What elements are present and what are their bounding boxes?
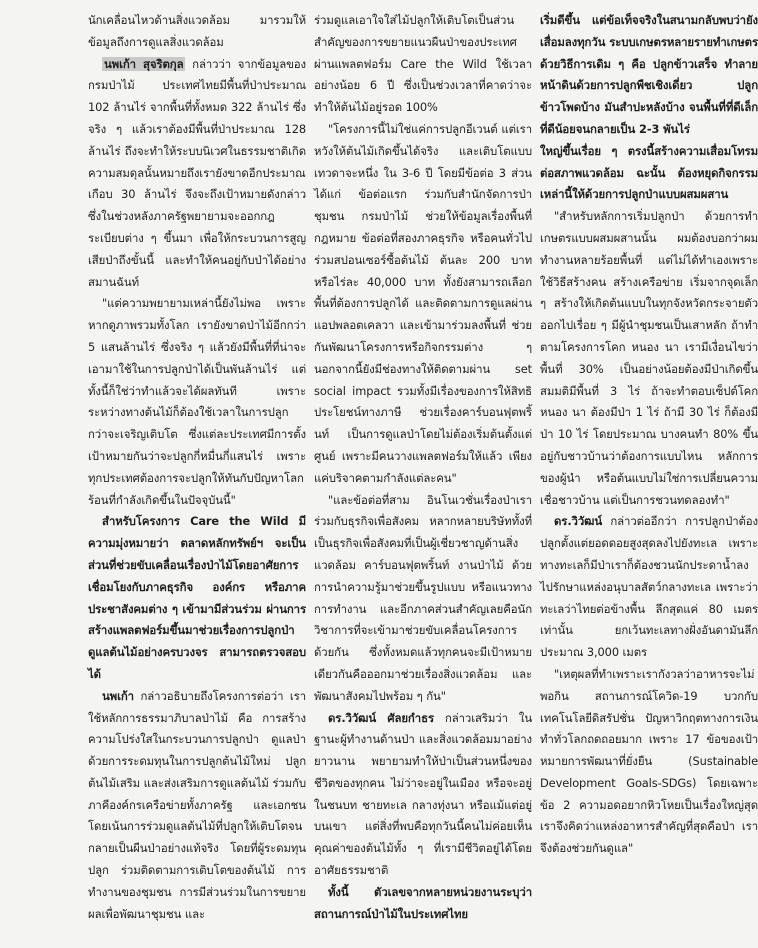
paragraph: [88, 54, 306, 294]
paragraph: "แต่ความพยายามเหล่านี้ยังไม่พอ เพราะหากดูภาพรวมทั้งโลก เรายังขาดป่าไม้อีกกว่า 5 แสนล้านไร่ ซึ่งจริง ๆ แล้วยังมีพื้นที่ที่น่าจะเอามาใช้ในการปลูกป่าได้เป็นพันล้านไร่ แต่ทั้งนี้ก็ใช่ว่าทำแล้วจะได้ผลทันที เพราะระหว่างทางต้นไม้ก็ต้องใช้เวลาในการปลูกกว่าจะเจริญเติบโต ซึ่งแต่ละประเทศมีการตั้งเป้าหมายกันว่าจะปลูกกี่หมื่นกี่แสนไร่ เพราะทุกประเทศต้องการจะปลูกให้ทันกับปัญหาโลกร้อนที่กำลังเกิดขึ้นในปัจจุบันนี้": [88, 296, 306, 507]
highlight-paragraph: ใหญ่ขึ้นเรื่อย ๆ ตรงนี้สร้างความเสื่อมโทรมต่อสภาพแวดล้อม ฉะนั้น ต้องหยุดกิจกรรมเหล่านี้ให้ด้วยการปลูกป่าแบบผสมผสาน: [540, 143, 758, 202]
speaker-name: ดร.วิวัฒน์: [554, 514, 603, 529]
paragraph-body: กล่าวเสริมว่า ในฐานะผู้ทำงานด้านป่า และสิ่งแวดล้อมมาอย่างยาวนาน พยายามทำให้ป่าเป็นส่วนหนึ่งของชีวิตของทุกคน ไม่ว่าจะอยู่ในเมือง หรือจะอยู่ในชนบท ชายทะเล กลางทุ่งนา หรือแม้แต่อยู่บนเขา แต่สิ่งที่พบคือทุกวันนี้คนไม่ค่อยเห็นคุณค่าของต้นไม้ทั้ง ๆ ที่เรามีชีวิตอยู่ได้โดยอาศัยธรรมชาติ: [314, 710, 533, 878]
paragraph-body: กล่าวอธิบายถึงโครงการต่อว่า เราใช้หลักการธรรมาภิบาลป่าไม้ คือ การสร้างความโปร่งใสในกระบวนการปลูกป่า ดูแลป่า ด้วยการระดมทุนในการปลูกต้นไม้ใหม่ ปลูกต้นไม้เสริม และส่งเสริมการดูแลต้นไม้ ร่วมกับภาคีองค์กรเครือข่ายทั้งภาครัฐ และเอกชน โดยเน้นการร่วมดูแลต้นไม้ที่ปลูกให้เติบโตจนกลายเป็นผืนป่าอย่างแท้จริง โดยที่ผู้ระดมทุนปลูก ร่วมติดตามการเติบโตของต้นไม้ การทำงานของชุมชน การมีส่วนร่วมในการขยายผลเพื่อพัฒนาชุมชน และ: [88, 688, 306, 921]
paragraph: "และข้อต่อที่สาม อินโนเวชั่นเรื่องป่าเราร่วมกับธุรกิจเพื่อสังคม หลากหลายบริษัททั้งที่เป็นธุรกิจเพื่อสังคมที่เป็นผู้เชี่ยวชาญด้านสิ่งแวดล้อม คาร์บอนฟุตพริ้นท์ งานป่าไม้ ด้วยการนำความรู้มาช่วยขึ้นรูปแบบ หรือแนวทางการทำงาน และอีกภาคส่วนสำคัญเลยคือนักวิชาการที่จะเข้ามาช่วยขับเคลื่อนโครงการด้วยกัน ซึ่งทั้งหมดแล้วทุกคนจะมีเป้าหมายเดียวกันคือออกมาช่วยเรื่องสิ่งแวดล้อม และพัฒนาสังคมไปพร้อม ๆ กัน": [314, 492, 532, 703]
highlight-paragraph: เริ่มดีขึ้น แต่ข้อเท็จจริงในสนามกลับพบว่ายังเสื่อมลงทุกวัน ระบบเกษตรหลายรายทำเกษตรด้วยวิธีการเดิม ๆ คือ ปลูกข้าวเสร็จ ทำลายหน้าดินด้วยการปลูกพืชเชิงเดี่ยว ปลูกข้าวโพดบ้าง มันสำปะหลังบ้าง จนพื้นที่ที่ดีเล็กที่ดีน้อยจนกลายเป็น 2-3 พันไร่: [540, 13, 758, 136]
paragraph: [88, 686, 306, 926]
speaker-name: นพเก้า สุจริตกุล: [104, 56, 184, 71]
paragraph-body: กล่าวว่า จากข้อมูลของกรมป่าไม้ ประเทศไทยมีพื้นที่ป่าประมาณ 102 ล้านไร่ จากพื้นที่ทั้งหมด 322 ล้านไร่ ซึ่งจริง ๆ แล้วเราต้องมีพื้นที่ป่าประมาณ 128 ล้านไร่ ถึงจะทำให้ระบบนิเวศในธรรมชาติเกิดความสมดุลนั้นหมายถึงเรายังขาดอีกประมาณเกือบ 30 ล้านไร่ จึงจะถึงเป้าหมายดังกล่าว ซึ่งในช่วงหลังภาครัฐพยายามจะออกกฎระเบียบต่าง ๆ ขึ้นมา เพื่อให้กระบวนการสูญเสียป่าถึงขั้นนี้ และทำให้คนอยู่กับป่าได้อย่างสมานฉันท์: [88, 56, 306, 289]
highlight-paragraph: ทั้งนี้ ตัวเลขจากหลายหน่วยงานระบุว่า สถานการณ์ป่าไม้ในประเทศไทย: [314, 884, 532, 921]
paragraph: "เหตุผลที่ทำเพราะเรากังวลว่าอาหารจะไม่พอกิน สถานการณ์โควิด-19 บวกกับเทคโนโลยีดิสรัปชั่น ปัญหาวิกฤตทางการเงินทำทั่วโลกถดถอยมาก เพราะ 17 ข้อของเป้าหมายการพัฒนาที่ยั่งยืน (Sustainable Development Goals-SDGs) โดยเฉพาะข้อ 2 ความอดอยากหิวโหยเป็นเรื่องใหญ่สุด เราจึงคิดว่าแหล่งอาหารสำคัญที่สุดคือป่า เราจึงต้องช่วยกันดูแล": [540, 666, 758, 856]
paragraph: "สำหรับหลักการเริ่มปลูกป่า ด้วยการทำเกษตรแบบผสมผสานนั้น ผมต้องบอกว่าผมทำงานหลายร้อยพื้นที่ แต่ไม่ได้ทำเองเพราะใช้วิธีสร้างคน สร้างเครือข่าย เริ่มจากจุดเล็ก ๆ สร้างให้เกิดต้นแบบในทุกจังหวัดกระจายตัวออกไปเรื่อย ๆ มีผู้นำชุมชนเป็นเสาหลัก ถ้าทำตามโครงการโคก หนอง นา เรามีเงื่อนไขว่า พื้นที่ 30% เป็นอย่างน้อยต้องมีป่าเกิดขึ้น สมมติมีพื้นที่ 3 ไร่ ถ้าจะทำตอบเซ็ปต์โคก หนอง นา ต้องมีป่า 1 ไร่ ถ้ามี 30 ไร่ ก็ต้องมีป่า 10 ไร่ โดยประมาณ บางคนทำ 80% ขึ้นอยู่กับชาวบ้านว่าต้องการแบบไหน หลักการของผู้นำ หรือต้นแบบไม่ใช่การเปลี่ยนความเชื่อชาวบ้าน แต่เป็นการชวนทดลองทำ": [540, 209, 758, 507]
paragraph: "โครงการนี้ไม่ใช่แค่การปลูกอีเวนต์ แต่เราหวังให้ต้นไม้เกิดขึ้นได้จริง และเติบโตแบบเทวดาจะหนึ่ง ใน 3-6 ปี โดยมีข้อต่อ 3 ส่วน ได้แก่ ข้อต่อแรก ร่วมกับสำนักจัดการป่าชุมชน กรมป่าไม้ ช่วยให้ข้อมูลเรื่องพื้นที่ กฎหมาย ข้อต่อที่สองภาคธุรกิจ หรือคนทั่วไปร่วมสปอนเซอร์ซื้อต้นไม้ ต้นละ 200 บาท หรือไร่ละ 40,000 บาท ทั้งยังสามารถเลือกพื้นที่ต้องการปลูกได้ และติดตามการดูแลผ่านแอปพลอตเคลวา และเข้ามาร่วมลงพื้นที่ ช่วยกันพัฒนาโครงการหรือกิจกรรมต่าง ๆ นอกจากนี้ยังมีช่องทางให้ติดตามผ่าน set social impact รวมทั้งมีเรื่องของการให้สิทธิประโยชน์ทางภาษี ช่วยเรื่องคาร์บอนฟุตพริ้นท์ เป็นการดูแลป่าโดยไม่ต้องเริ่มต้นตั้งแต่ศูนย์ เพราะมีคนวางแพลตฟอร์มให้แล้ว เพียงแค่บริจาคตามกำลังแต่ละคน": [314, 121, 532, 485]
article-column-3: [540, 10, 758, 860]
paragraph: [314, 708, 532, 882]
article-column-2: [314, 10, 532, 925]
highlight-paragraph: สำหรับโครงการ Care the Wild มีความมุ่งหมายว่า ตลาดหลักทรัพย์ฯ จะเป็นส่วนที่ช่วยขับเคลื่อนเรื่องป่าไม้โดยอาศัยการเชื่อมโยงกับภาคธุรกิจ องค์กร หรือภาคประชาสังคมต่าง ๆ เข้ามามีส่วนร่วม ผ่านการสร้างแพลตฟอร์มขึ้นมาช่วยเรื่องการปลูกป่า ดูแลต้นไม้อย่างครบวงจร สามารถตรวจสอบได้: [88, 514, 306, 681]
speaker-name: นพเก้า: [102, 688, 134, 703]
speaker-name: ดร.วิวัฒน์ ศัลยกำธร: [328, 710, 434, 725]
paragraph: นักเคลื่อนไหวด้านสิ่งแวดล้อม มารวมให้ข้อมูลถึงการดูแลสิ่งแวดล้อม: [88, 13, 306, 49]
paragraph: ร่วมดูแลเอาใจใส่ไม้ปลูกให้เติบโตเป็นส่วนสำคัญของการขยายแนวผืนป่าของประเทศ ผ่านแพลตฟอร์ม Care the Wild ใช้เวลาอย่างน้อย 6 ปี ซึ่งเป็นช่วงเวลาที่คาดว่าจะทำให้ต้นไม้อยู่รอด 100%: [314, 13, 532, 115]
paragraph-body: กล่าวต่ออีกว่า การปลูกป่าต้องปลูกตั้งแต่ยอดดอยสูงสุดลงไปยังทะเล เพราะทางทะเลก็มีป่าเราก็ต้องชวนนักประดาน้ำลงไปรักษาแหล่งอนุบาลสัตว์กลางทะเล เพราะว่าทะเลว่าไทยต่อข้างพื้น ลึกสุดแค่ 80 เมตร เท่านั้น ยกเว้นทะเลทางฝั่งอันดามันลึกประมาณ 3,000 เมตร: [540, 514, 758, 660]
paragraph: [540, 511, 758, 664]
article-column-1: [88, 10, 306, 925]
